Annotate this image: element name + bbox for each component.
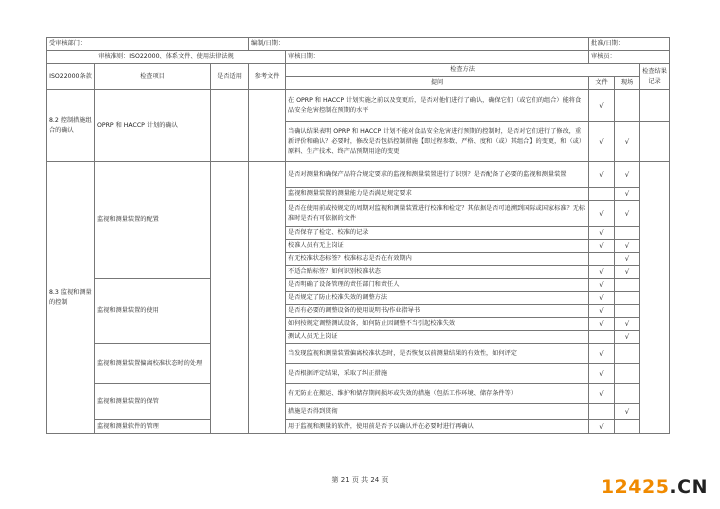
table-row bbox=[47, 279, 670, 292]
question-cell: 用于监视和测量的软件，使用前是否予以确认并在必要时进行再确认 bbox=[286, 420, 589, 434]
table-row bbox=[47, 344, 670, 364]
doc-check bbox=[589, 253, 615, 266]
table-row bbox=[47, 90, 670, 122]
site-check bbox=[615, 420, 640, 434]
site-check: √ bbox=[615, 266, 640, 279]
question-cell: 措施是否得到贯彻 bbox=[286, 404, 589, 420]
question-cell: 有无校准状态标签？校准标志是否在有效期内 bbox=[286, 253, 589, 266]
doc-check: √ bbox=[589, 344, 615, 364]
auditor-label: 审核员： bbox=[589, 51, 670, 64]
doc-check: √ bbox=[589, 162, 615, 188]
site-check: √ bbox=[615, 318, 640, 331]
site-check: √ bbox=[615, 253, 640, 266]
col-item-header: 检查项目 bbox=[95, 64, 211, 90]
site-check bbox=[615, 384, 640, 404]
page-number: 第 21 页 共 24 页 bbox=[331, 476, 389, 484]
doc-check: √ bbox=[589, 364, 615, 384]
audit-criteria: 审核准则：ISO22000、体系文件、使用法律法规 bbox=[47, 51, 286, 64]
col-doc-header: 文件 bbox=[589, 77, 615, 90]
col-result-header: 检查结果记录 bbox=[640, 64, 670, 90]
site-check: √ bbox=[615, 122, 640, 162]
site-check bbox=[615, 364, 640, 384]
item-cell: 监视和测量装置的使用 bbox=[95, 279, 211, 344]
doc-check: √ bbox=[589, 420, 615, 434]
doc-check: √ bbox=[589, 90, 615, 122]
question-cell: 如何按规定调整测试设备，如何防止因调整不当引起校准失效 bbox=[286, 318, 589, 331]
item-cell: OPRP 和 HACCP 计划的确认 bbox=[95, 90, 211, 162]
site-watermark-logo bbox=[601, 476, 708, 498]
applicable-cell bbox=[211, 162, 249, 434]
doc-check: √ bbox=[589, 318, 615, 331]
site-check bbox=[615, 292, 640, 305]
ref-cell bbox=[249, 90, 286, 162]
approved-date-label: 批准/日期： bbox=[589, 38, 670, 51]
audit-checklist-table bbox=[46, 37, 670, 434]
watermark-number: 12425 bbox=[600, 476, 670, 498]
doc-check: √ bbox=[589, 240, 615, 253]
item-cell: 监视和测量装置的配置 bbox=[95, 162, 211, 279]
table-row bbox=[47, 162, 670, 188]
question-cell: 当确认结果表明 OPRP 和 HACCP 计划不能对食品安全危害进行预期的控制时，是否对它们进行了修改，重新评价和确认？必要时，修改是否包括控制措施【即过程参数、严格、度和（或）其组合】的变更，和（或）原料、生产技术、终产品预期用途的变更 bbox=[286, 122, 589, 162]
clause-cell: 8.2 控制措施组合的确认 bbox=[47, 90, 95, 162]
question-cell: 是否有必要的调整设备的使用说明书/作业指导书 bbox=[286, 305, 589, 318]
site-check bbox=[615, 279, 640, 292]
col-applicable-header: 是否适用 bbox=[211, 64, 249, 90]
audited-dept-label: 受审核部门： bbox=[47, 38, 249, 51]
question-cell: 是否在使用前或按规定的周期对监视和测量装置进行校准和检定？其依据是否可追溯到国际或国家标准？无标准时是否有可依据的文件 bbox=[286, 201, 589, 227]
table-row bbox=[47, 384, 670, 404]
question-cell: 当发现监视和测量装置偏离校准状态时，是否恢复以前测量结果的有效性，如何评定 bbox=[286, 344, 589, 364]
col-clause-header: ISO22000条款 bbox=[47, 64, 95, 90]
doc-check bbox=[589, 331, 615, 344]
site-check: √ bbox=[615, 162, 640, 188]
doc-check: √ bbox=[589, 122, 615, 162]
audit-date-label: 审核日期： bbox=[286, 51, 589, 64]
question-cell: 测试人员无上岗证 bbox=[286, 331, 589, 344]
site-check: √ bbox=[615, 240, 640, 253]
ref-cell bbox=[249, 162, 286, 434]
site-check: √ bbox=[615, 404, 640, 420]
doc-check: √ bbox=[589, 227, 615, 240]
doc-check bbox=[589, 188, 615, 201]
item-cell: 监视和测量装置偏离校准状态时的处理 bbox=[95, 344, 211, 384]
site-check bbox=[615, 90, 640, 122]
clause-cell: 8.3 监视和测量的控制 bbox=[47, 162, 95, 434]
col-question-header: 提问 bbox=[286, 77, 589, 90]
question-cell: 在 OPRP 和 HACCP 计划实施之前以及变更后，是否对他们进行了确认，确保它们（或它们的组合）能将食品安全危害控制在预期的水平 bbox=[286, 90, 589, 122]
site-check bbox=[615, 344, 640, 364]
table-row bbox=[47, 420, 670, 434]
watermark-suffix: .CN bbox=[669, 476, 708, 498]
question-cell: 校准人员有无上岗证 bbox=[286, 240, 589, 253]
result-cell bbox=[640, 90, 670, 122]
question-cell: 是否根据评定结果，采取了纠正措施 bbox=[286, 364, 589, 384]
item-cell: 监视和测量软件的管理 bbox=[95, 420, 211, 434]
col-method-header: 检查方法 bbox=[286, 64, 640, 77]
question-cell: 是否保存了检定、校准的记录 bbox=[286, 227, 589, 240]
applicable-cell bbox=[211, 90, 249, 162]
site-check bbox=[615, 305, 640, 318]
question-cell: 是否规定了防止校准失效的调整方法 bbox=[286, 292, 589, 305]
doc-check: √ bbox=[589, 201, 615, 227]
result-cell bbox=[640, 162, 670, 434]
col-ref-header: 参考文件 bbox=[249, 64, 286, 90]
site-check: √ bbox=[615, 201, 640, 227]
doc-check: √ bbox=[589, 266, 615, 279]
question-cell: 有无防止在搬运、维护和储存期间损坏或失效的措施（包括工作环境、储存条件等） bbox=[286, 384, 589, 404]
question-cell: 是否明确了设备管理的责任部门和责任人 bbox=[286, 279, 589, 292]
question-cell: 监视和测量装置的测量能力是否满足规定要求 bbox=[286, 188, 589, 201]
prepared-date-label: 编制/日期： bbox=[249, 38, 589, 51]
doc-check: √ bbox=[589, 305, 615, 318]
question-cell: 是否对测量和确保产品符合规定要求的监视和测量装置进行了识别？是否配备了必要的监视和测量装置 bbox=[286, 162, 589, 188]
site-check: √ bbox=[615, 331, 640, 344]
doc-check bbox=[589, 404, 615, 420]
doc-check: √ bbox=[589, 292, 615, 305]
question-cell: 不适合贴标签？如何识别校准状态 bbox=[286, 266, 589, 279]
result-cell bbox=[640, 122, 670, 162]
doc-check: √ bbox=[589, 384, 615, 404]
site-check bbox=[615, 227, 640, 240]
site-check: √ bbox=[615, 188, 640, 201]
col-site-header: 现场 bbox=[615, 77, 640, 90]
doc-check: √ bbox=[589, 279, 615, 292]
item-cell: 监视和测量装置的保管 bbox=[95, 384, 211, 420]
